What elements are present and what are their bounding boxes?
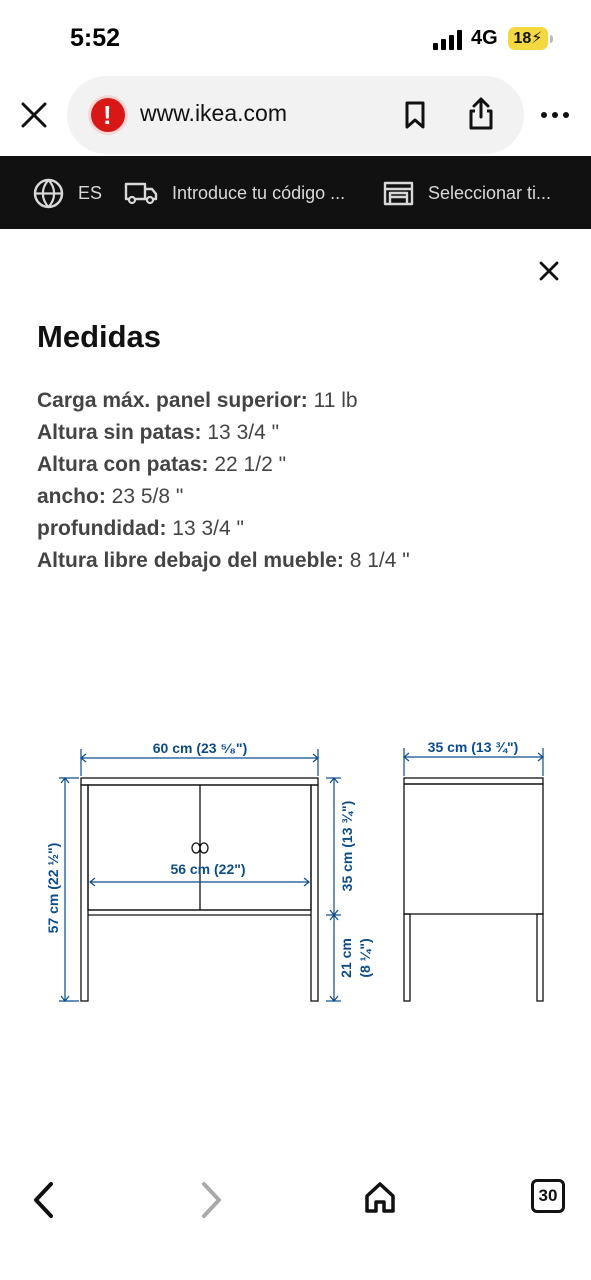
delivery-truck-icon <box>124 179 158 207</box>
address-bar[interactable] <box>67 76 524 154</box>
close-icon[interactable] <box>539 261 559 281</box>
measurement-row <box>37 421 557 453</box>
globe-icon <box>33 178 64 209</box>
postal-code-button[interactable] <box>124 178 345 208</box>
language-code[interactable]: ES <box>78 182 103 203</box>
bookmark-icon[interactable] <box>401 100 429 130</box>
measurement-label: profundidad: <box>37 517 167 540</box>
close-browser-icon[interactable] <box>20 101 48 129</box>
measurement-label: ancho: <box>37 485 106 508</box>
measurement-row <box>37 517 557 549</box>
url-text[interactable]: www.ikea.com <box>140 100 287 126</box>
depth-label: 35 cm (13 ¾") <box>427 739 519 755</box>
measurement-label: Altura libre debajo del mueble: <box>37 549 344 572</box>
store-selector-prompt[interactable]: Seleccionar ti... <box>428 182 552 203</box>
measurement-row <box>37 389 557 421</box>
battery-percentage: 18 <box>513 30 532 47</box>
leg-height-inch-label: (8 ¼") <box>357 938 373 978</box>
panel-title: Medidas <box>37 319 162 354</box>
measurement-value: 11 lb <box>307 389 358 412</box>
home-icon[interactable] <box>363 1180 397 1216</box>
measurement-label: Carga máx. panel superior: <box>37 389 308 412</box>
site-warning-icon[interactable] <box>91 98 125 132</box>
browser-bottom-navigation <box>0 1160 591 1280</box>
more-options-icon[interactable] <box>540 110 570 120</box>
measurement-row <box>37 549 557 581</box>
browser-toolbar <box>0 76 591 156</box>
forward-icon[interactable] <box>198 1180 224 1220</box>
front-view-drawing <box>81 778 318 1001</box>
body-height-label: 35 cm (13 ¾") <box>339 800 355 892</box>
tab-count[interactable]: 30 <box>538 1186 558 1205</box>
store-icon <box>383 179 414 207</box>
language-selector[interactable] <box>33 178 102 208</box>
dimensions-panel <box>0 229 591 1280</box>
side-view-drawing <box>404 778 543 1001</box>
cellular-signal-icon <box>432 30 464 50</box>
charging-icon: ⚡ <box>531 30 543 47</box>
measurement-value: 8 1/4 " <box>343 549 410 572</box>
measurement-label: Altura sin patas: <box>37 421 202 444</box>
store-selector-button[interactable] <box>383 178 551 208</box>
total-width-label: 60 cm (23 ⁵⁄₈") <box>152 740 248 756</box>
measurement-value: 23 5/8 " <box>105 485 184 508</box>
measurement-row <box>37 485 557 517</box>
measurement-value: 13 3/4 " <box>166 517 244 540</box>
measurement-value: 22 1/2 " <box>208 453 287 476</box>
leg-height-cm-label: 21 cm <box>338 938 354 978</box>
measurement-value: 13 3/4 " <box>201 421 280 444</box>
network-type: 4G <box>471 27 498 49</box>
inner-width-label: 56 cm (22") <box>170 861 246 877</box>
dimension-lines <box>59 748 543 1001</box>
tabs-button[interactable] <box>531 1179 565 1213</box>
total-height-label: 57 cm (22 ½") <box>45 842 61 934</box>
status-bar <box>0 0 591 76</box>
measurement-label: Altura con patas: <box>37 453 209 476</box>
share-icon[interactable] <box>466 96 496 131</box>
product-dimension-diagram <box>0 734 591 1079</box>
back-icon[interactable] <box>29 1180 57 1220</box>
postal-code-prompt[interactable]: Introduce tu código ... <box>172 182 346 203</box>
battery-level <box>508 27 548 50</box>
ikea-location-strip <box>0 156 591 229</box>
measurement-list <box>37 389 557 581</box>
measurement-row <box>37 453 557 485</box>
status-time: 5:52 <box>70 24 121 52</box>
